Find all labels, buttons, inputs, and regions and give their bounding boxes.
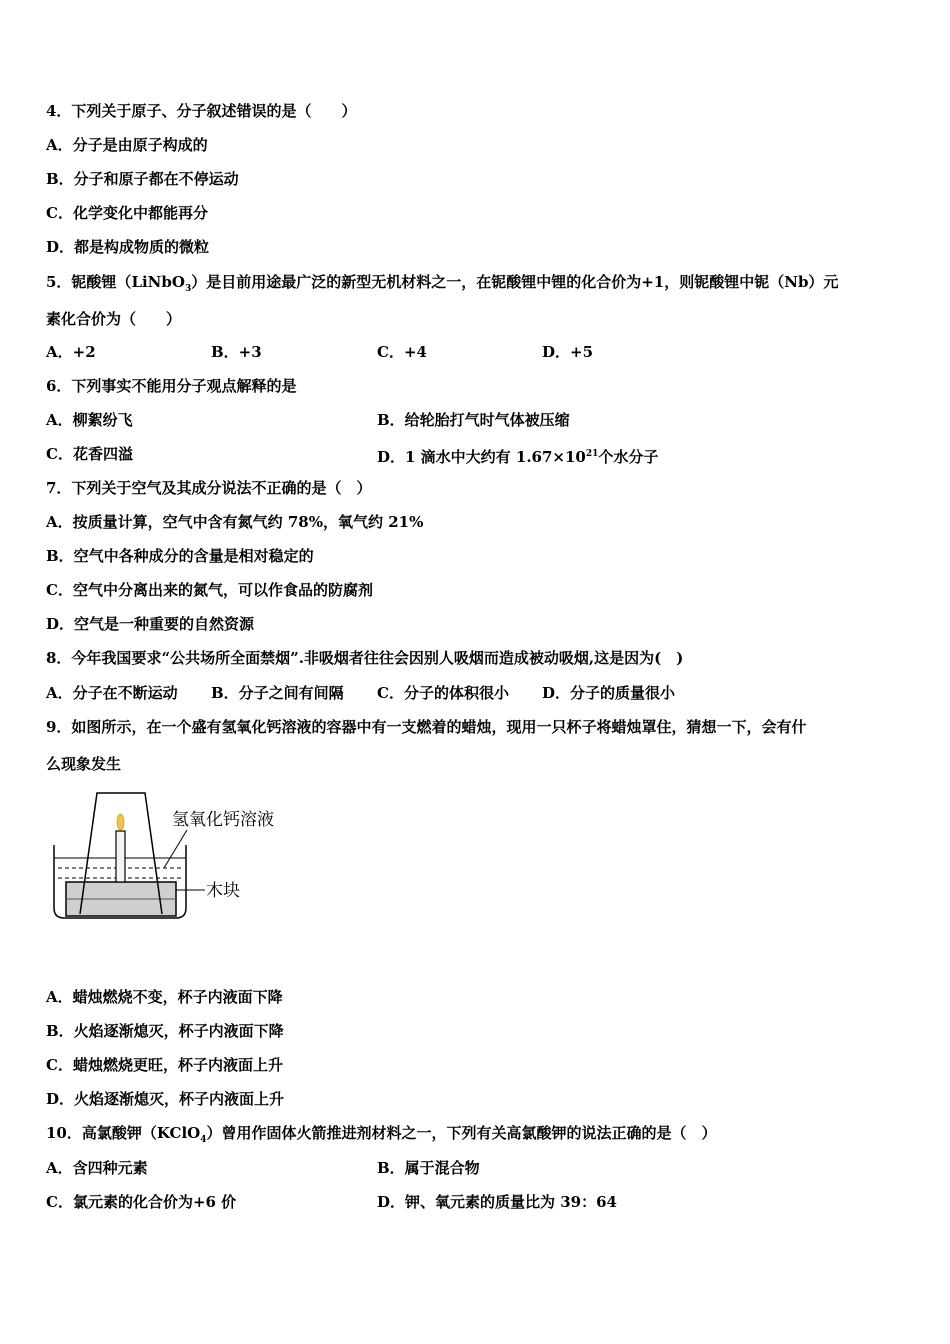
q5-stem-part1: 5．铌酸锂（LiNbO xyxy=(46,273,185,291)
q6-option-d-part1: D．1 滴水中大约有 1.67×10 xyxy=(377,448,586,466)
candle-experiment-figure xyxy=(50,790,290,930)
candle xyxy=(116,831,125,882)
q10-option-d: D．钾、氧元素的质量比为 39：64 xyxy=(377,1193,617,1211)
q10-stem-part1: 10．高氯酸钾（KClO xyxy=(46,1124,201,1142)
q5-stem-part2: ）是目前用途最广泛的新型无机材料之一，在铌酸锂中锂的化合价为+1，则铌酸锂中铌（Nb）元 xyxy=(191,273,839,291)
q10-option-c: C．氯元素的化合价为+6 价 xyxy=(46,1193,237,1211)
q8-option-b: B．分子之间有间隔 xyxy=(211,684,344,702)
q7-stem: 7．下列关于空气及其成分说法不正确的是（ ） xyxy=(46,479,372,497)
q9-option-d: D．火焰逐渐熄灭，杯子内液面上升 xyxy=(46,1090,285,1108)
q4-option-a: A．分子是由原子构成的 xyxy=(46,136,208,154)
q10-option-a: A．含四种元素 xyxy=(46,1159,148,1177)
q7-option-d: D．空气是一种重要的自然资源 xyxy=(46,615,255,633)
q6-option-d-superscript: 21 xyxy=(585,449,599,459)
q10-option-b: B．属于混合物 xyxy=(377,1159,480,1177)
q4-option-d: D．都是构成物质的微粒 xyxy=(46,238,210,256)
q6-option-d xyxy=(377,444,658,467)
q8-stem: 8．今年我国要求“公共场所全面禁烟”.非吸烟者往往会因别人吸烟而造成被动吸烟,这是因为( ) xyxy=(46,649,684,667)
q9-option-a: A．蜡烛燃烧不变，杯子内液面下降 xyxy=(46,988,283,1006)
figure-label-wood: 木块 xyxy=(206,881,240,901)
q5-option-b: B．+3 xyxy=(211,343,262,361)
q7-option-b: B．空气中各种成分的含量是相对稳定的 xyxy=(46,547,314,565)
q9-option-c: C．蜡烛燃烧更旺，杯子内液面上升 xyxy=(46,1056,283,1074)
figure-label-solution: 氢氧化钙溶液 xyxy=(172,810,274,830)
q5-option-a: A．+2 xyxy=(46,343,96,361)
q5-option-d: D．+5 xyxy=(542,343,594,361)
q6-option-c: C．花香四溢 xyxy=(46,445,133,463)
q4-option-c: C．化学变化中都能再分 xyxy=(46,204,208,222)
q4-stem: 4．下列关于原子、分子叙述错误的是（ ） xyxy=(46,102,357,120)
q5-option-c: C．+4 xyxy=(377,343,427,361)
q5-stem-line2: 素化合价为（ ） xyxy=(46,310,182,328)
q6-option-d-part2: 个水分子 xyxy=(598,448,659,466)
q6-option-b: B．给轮胎打气时气体被压缩 xyxy=(377,411,570,429)
q7-option-c: C．空气中分离出来的氮气，可以作食品的防腐剂 xyxy=(46,581,373,599)
q6-option-a: A．柳絮纷飞 xyxy=(46,411,133,429)
q9-stem-line1: 9．如图所示，在一个盛有氢氧化钙溶液的容器中有一支燃着的蜡烛，现用一只杯子将蜡烛罩住，猜想一下，会有什 xyxy=(46,718,807,736)
candle-flame-icon xyxy=(117,814,124,830)
q10-stem-subscript: 4 xyxy=(200,1135,207,1145)
q8-option-a: A．分子在不断运动 xyxy=(46,684,178,702)
q8-option-d: D．分子的质量很小 xyxy=(542,684,676,702)
q4-option-b: B．分子和原子都在不停运动 xyxy=(46,170,239,188)
q10-stem-part2: ）曾用作固体火箭推进剂材料之一，下列有关高氯酸钾的说法正确的是（ ） xyxy=(206,1124,717,1142)
q5-stem-subscript: 3 xyxy=(184,284,192,294)
q9-option-b: B．火焰逐渐熄灭，杯子内液面下降 xyxy=(46,1022,284,1040)
q8-option-c: C．分子的体积很小 xyxy=(377,684,509,702)
q5-stem-line1 xyxy=(46,272,838,299)
q9-stem-line2: 么现象发生 xyxy=(46,755,122,773)
q10-stem xyxy=(46,1123,717,1150)
q7-option-a: A．按质量计算，空气中含有氮气约 78%，氧气约 21% xyxy=(46,513,424,531)
q6-stem: 6．下列事实不能用分子观点解释的是 xyxy=(46,377,297,395)
